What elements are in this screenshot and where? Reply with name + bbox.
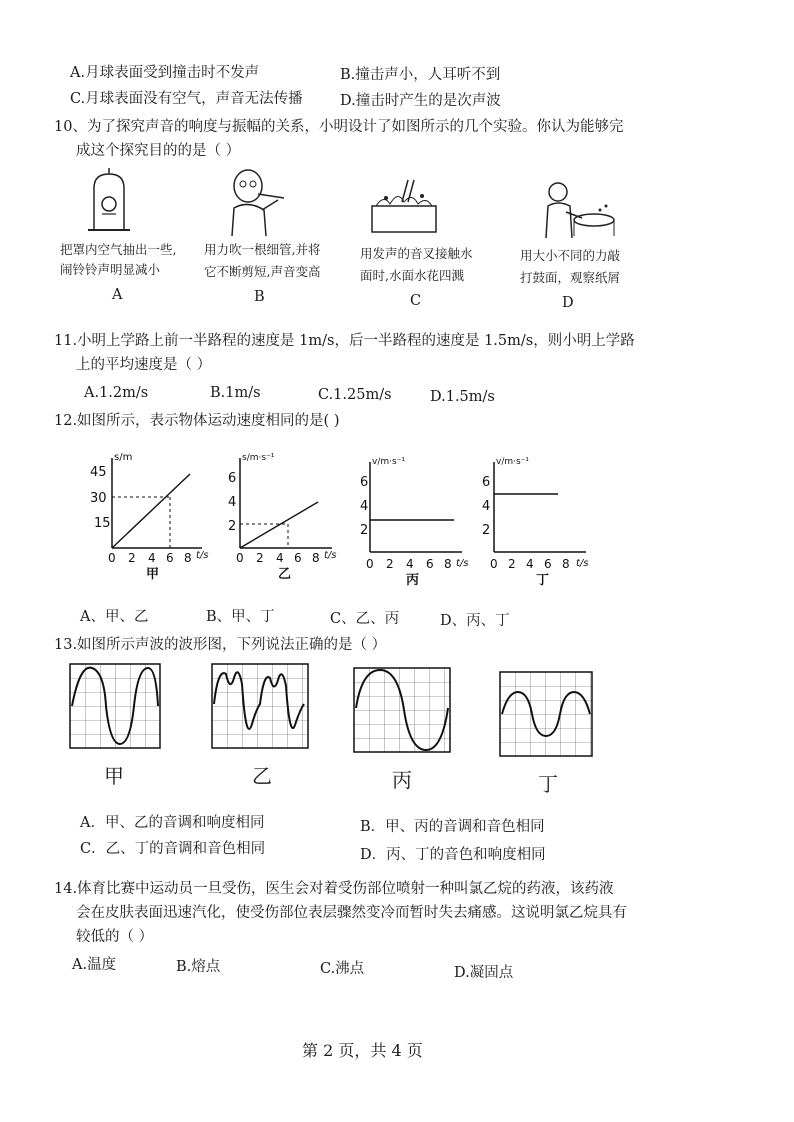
q14-option-b: B.熔点	[176, 959, 221, 975]
waveform-bing-label: 丙	[392, 768, 412, 792]
drum-paper-scraps-illustration	[536, 180, 616, 240]
graph-yi	[220, 452, 350, 584]
q10-caption-c-line1: 用发声的音叉接触水	[360, 246, 473, 261]
graph-yi-ylabel: s/m·s⁻¹	[242, 453, 275, 463]
graph-ding-xtick: 6	[544, 557, 552, 571]
q14-stem-line1: 14.体育比赛中运动员一旦受伤，医生会对着受伤部位喷射一种叫氯乙烷的药液，该药液	[54, 881, 614, 897]
q10-option-letter-c: C	[410, 293, 422, 309]
graph-yi-line	[240, 502, 318, 548]
graph-bing-ytick: 2	[360, 523, 369, 538]
graph-jia-xtick: 0	[108, 551, 116, 565]
q9-option-d: D.撞击时产生的是次声波	[340, 93, 501, 109]
q11-stem-line2: 上的平均速度是（ ）	[76, 357, 212, 373]
graph-bing-xtick: 6	[426, 557, 434, 571]
q12-option-b: B、甲、丁	[206, 609, 275, 625]
q10-stem-line2: 成这个探究目的的是（ ）	[76, 143, 241, 159]
graph-bing-xlabel: t/s	[456, 558, 469, 569]
graph-jia-xtick: 8	[184, 551, 192, 565]
graph-ding-xtick: 4	[526, 557, 534, 571]
graph-yi-xtick: 4	[276, 551, 284, 565]
q10-caption-c-line2: 面时,水面水花四溅	[360, 268, 464, 283]
graph-yi-xtick: 2	[256, 551, 264, 565]
q11-option-d: D.1.5m/s	[430, 389, 495, 405]
waveform-jia-label: 甲	[104, 764, 124, 788]
graph-yi-xtick: 6	[294, 551, 302, 565]
waveform-ding	[500, 672, 596, 758]
graph-yi-xtick: 0	[236, 551, 244, 565]
waveform-jia	[70, 664, 162, 750]
graph-ding	[478, 452, 608, 588]
q11-option-b: B.1m/s	[210, 385, 261, 401]
graph-jia	[82, 452, 212, 584]
q9-option-a: A.月球表面受到撞击时不发声	[70, 65, 260, 81]
q10-caption-d-line1: 用大小不同的力敲	[520, 248, 621, 263]
graph-ding-ylabel: v/m·s⁻¹	[496, 457, 530, 467]
waveform-yi	[212, 664, 310, 750]
graph-yi-ytick: 2	[228, 519, 237, 534]
graph-yi-name: 乙	[278, 567, 292, 582]
graph-yi-xlabel: t/s	[324, 550, 337, 561]
graph-ding-xtick: 8	[562, 557, 570, 571]
q9-option-b: B.撞击声小，人耳听不到	[340, 67, 501, 83]
graph-jia-ytick: 15	[94, 516, 111, 531]
q13-option-b: B．甲、丙的音调和音色相同	[360, 819, 545, 835]
graph-yi-ytick: 6	[228, 471, 237, 486]
q14-stem-line3: 较低的（ ）	[76, 929, 154, 945]
graph-ding-xtick: 0	[490, 557, 498, 571]
graph-jia-xtick: 6	[166, 551, 174, 565]
q10-caption-b-line2: 它不断剪短,声音变高	[204, 264, 321, 279]
graph-bing-ytick: 6	[360, 475, 369, 490]
graph-jia-ylabel: s/m	[114, 452, 133, 463]
q10-caption-d-line2: 打鼓面，观察纸屑	[520, 270, 621, 285]
q13-option-d: D．丙、丁的音色和响度相同	[360, 847, 546, 863]
graph-jia-name: 甲	[146, 567, 160, 582]
q12-option-d: D、丙、丁	[440, 613, 510, 629]
graph-jia-xtick: 2	[128, 551, 136, 565]
q14-option-a: A.温度	[72, 957, 117, 973]
q14-stem-line2: 会在皮肤表面迅速汽化，使受伤部位表层骤然变冷而暂时失去痛感。这说明氯乙烷具有	[76, 905, 627, 921]
graph-jia-xlabel: t/s	[196, 550, 209, 561]
graph-ding-ytick: 4	[482, 499, 491, 514]
graph-ding-xlabel: t/s	[576, 558, 589, 569]
q10-stem-line1: 10、为了探究声音的响度与振幅的关系，小明设计了如图所示的几个实验。你认为能够完	[54, 119, 624, 135]
q9-option-c: C.月球表面没有空气，声音无法传播	[70, 91, 303, 107]
q14-option-c: C.沸点	[320, 961, 365, 977]
q12-option-c: C、乙、丙	[330, 611, 400, 627]
q10-caption-a-line2: 闹铃铃声明显减小	[60, 262, 161, 277]
q10-caption-a-line1: 把罩内空气抽出一些,	[60, 242, 177, 257]
graph-jia-line	[112, 474, 190, 548]
q13-stem: 13.如图所示声波的波形图，下列说法正确的是（ ）	[54, 637, 387, 653]
graph-ding-xtick: 2	[508, 557, 516, 571]
graph-bing-name: 丙	[406, 573, 420, 588]
graph-bing-xtick: 4	[406, 557, 414, 571]
bell-jar-illustration	[84, 168, 134, 236]
q12-option-a: A、甲、乙	[80, 609, 149, 625]
graph-bing	[358, 452, 491, 588]
waveform-bing	[354, 668, 452, 754]
graph-bing-ylabel: v/m·s⁻¹	[372, 457, 406, 467]
q11-stem-line1: 11.小明上学路上前一半路程的速度是 1m/s，后一半路程的速度是 1.5m/s，则小明上学路	[54, 333, 635, 349]
graph-bing-xtick: 8	[444, 557, 452, 571]
q10-option-letter-a: A	[112, 287, 123, 303]
graph-bing-xtick: 0	[366, 557, 374, 571]
graph-jia-xtick: 4	[148, 551, 156, 565]
q12-stem: 12.如图所示，表示物体运动速度相同的是( )	[54, 413, 340, 429]
waveform-ding-label: 丁	[538, 772, 558, 796]
page-number-footer: 第 2 页，共 4 页	[302, 1041, 423, 1060]
graph-yi-ytick: 4	[228, 495, 237, 510]
graph-yi-xtick: 8	[312, 551, 320, 565]
q10-option-letter-d: D	[562, 295, 574, 311]
q10-option-letter-b: B	[254, 289, 265, 305]
q11-option-c: C.1.25m/s	[318, 387, 392, 403]
q14-option-d: D.凝固点	[454, 965, 514, 981]
graph-ding-ytick: 6	[482, 475, 491, 490]
graph-bing-ytick: 4	[360, 499, 369, 514]
graph-ding-ytick: 2	[482, 523, 491, 538]
graph-jia-ytick: 45	[90, 465, 107, 480]
waveform-yi-label: 乙	[252, 764, 272, 788]
q10-caption-b-line1: 用力吹一根细管,并将	[204, 242, 321, 257]
person-blowing-straw-illustration	[222, 166, 292, 238]
q13-option-a: A．甲、乙的音调和响度相同	[80, 815, 265, 831]
q13-option-c: C．乙、丁的音调和音色相同	[80, 841, 266, 857]
graph-bing-xtick: 2	[386, 557, 394, 571]
q11-option-a: A.1.2m/s	[84, 385, 149, 401]
graph-jia-ytick: 30	[90, 491, 107, 506]
tuning-fork-water-illustration	[364, 176, 444, 238]
graph-ding-name: 丁	[536, 573, 550, 588]
